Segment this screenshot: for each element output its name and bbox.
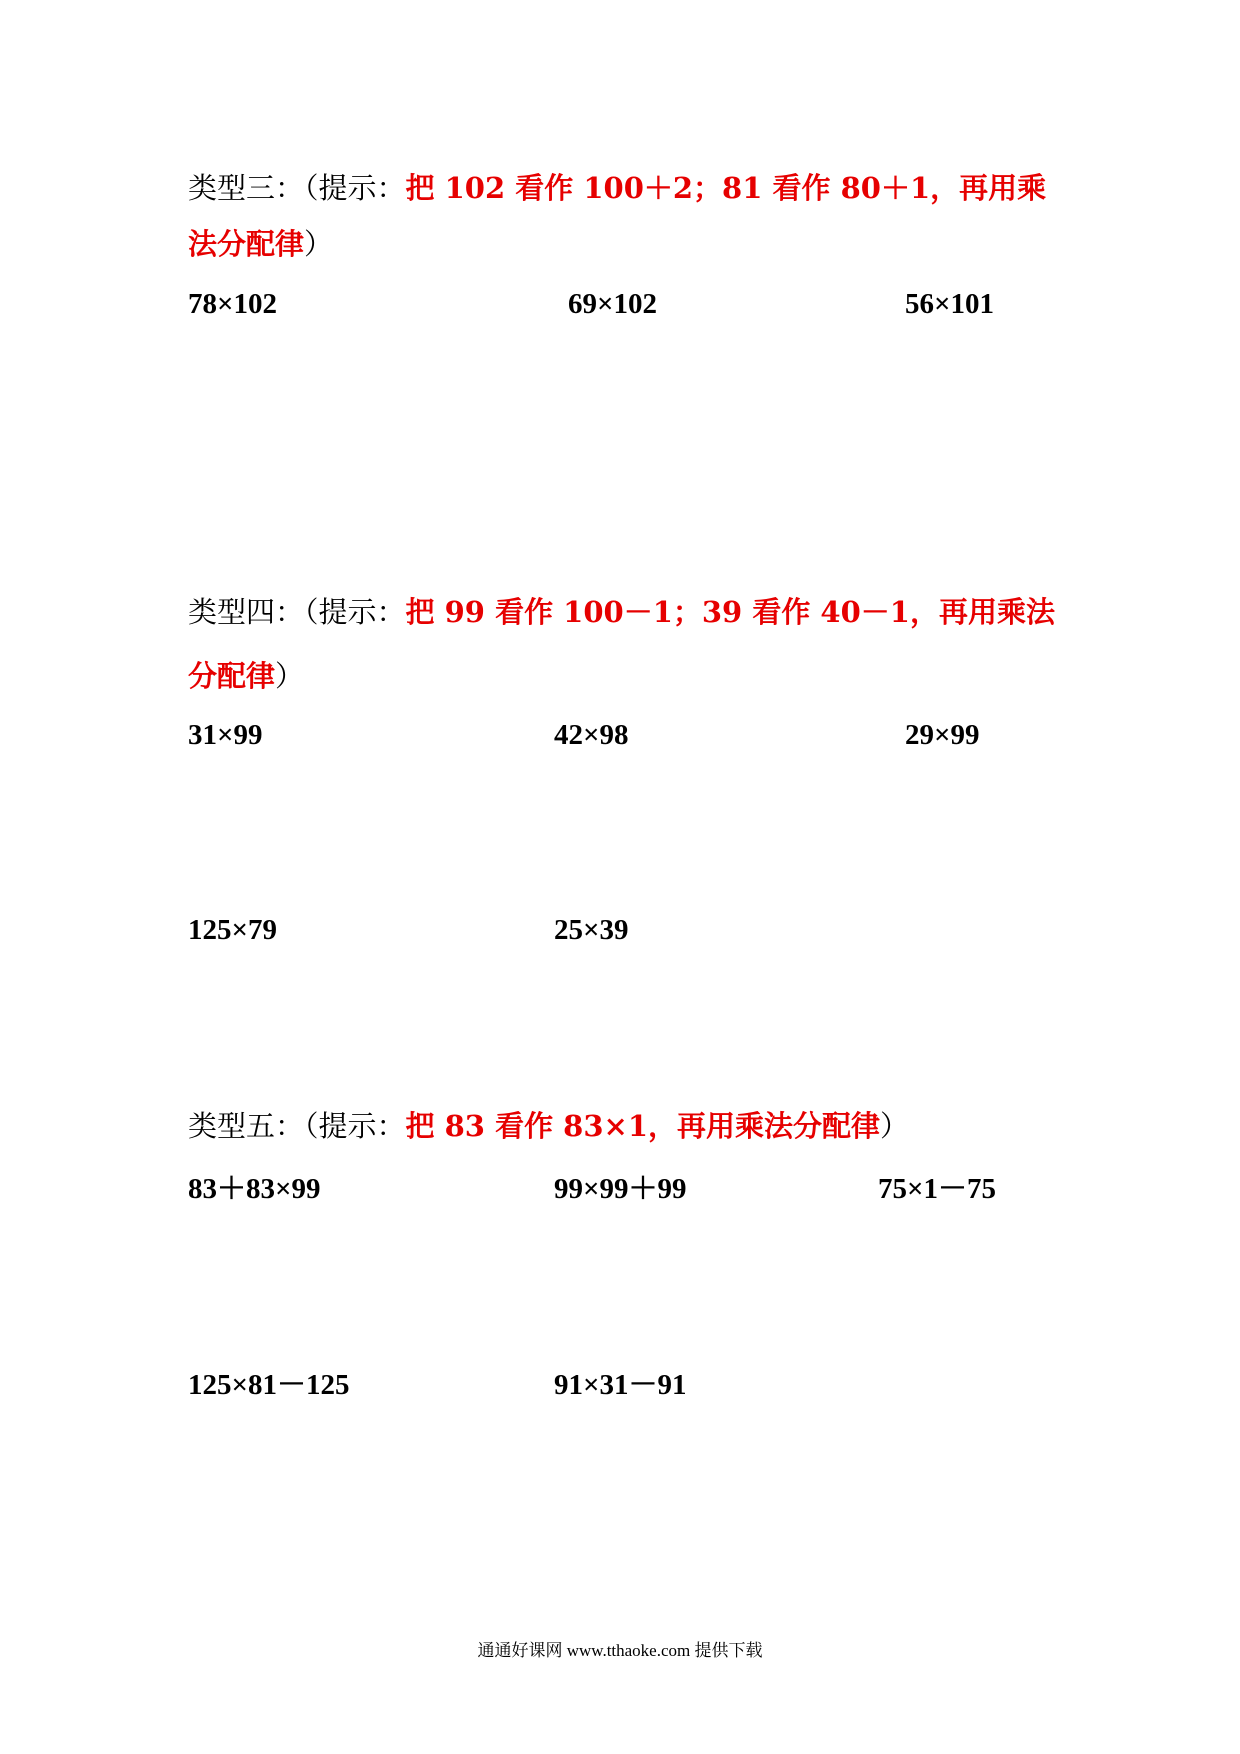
problem-item: 31×99 bbox=[188, 719, 263, 751]
problem-item: 42×98 bbox=[554, 719, 629, 751]
problem-item: 29×99 bbox=[905, 719, 980, 751]
section4-heading bbox=[188, 580, 1068, 708]
section5-close: ） bbox=[880, 1109, 910, 1143]
problem-item: 56×101 bbox=[905, 288, 995, 320]
problem-item: 78×102 bbox=[188, 288, 278, 320]
section4-label: 类型四：（提示： bbox=[188, 595, 406, 629]
section4-close: ） bbox=[275, 659, 305, 693]
problem-item: 83＋83×99 bbox=[188, 1173, 321, 1205]
problem-item: 91×31－91 bbox=[554, 1369, 687, 1401]
section5-hint: 把 83 看作 83×1，再用乘法分配律 bbox=[405, 1109, 880, 1143]
problem-item: 125×81－125 bbox=[188, 1369, 350, 1401]
section3-hint: 把 102 看作 100＋2；81 看作 80＋1，再用乘法分配律 bbox=[188, 171, 1047, 261]
section5-label: 类型五：（提示： bbox=[188, 1109, 406, 1143]
section3-label: 类型三：（提示： bbox=[188, 171, 406, 205]
section3-close: ） bbox=[304, 227, 334, 261]
section5-heading bbox=[188, 1098, 1068, 1154]
problem-item: 125×79 bbox=[188, 914, 278, 946]
problem-item: 69×102 bbox=[568, 288, 658, 320]
section4-hint: 把 99 看作 100－1；39 看作 40－1，再用乘法分配律 bbox=[188, 595, 1055, 693]
problem-item: 99×99＋99 bbox=[554, 1173, 687, 1205]
problem-item: 75×1－75 bbox=[878, 1173, 997, 1205]
problem-item: 25×39 bbox=[554, 914, 629, 946]
section3-heading bbox=[188, 160, 1068, 272]
footer-source: 通通好课网 www.tthaoke.com 提供下载 bbox=[477, 1641, 763, 1660]
